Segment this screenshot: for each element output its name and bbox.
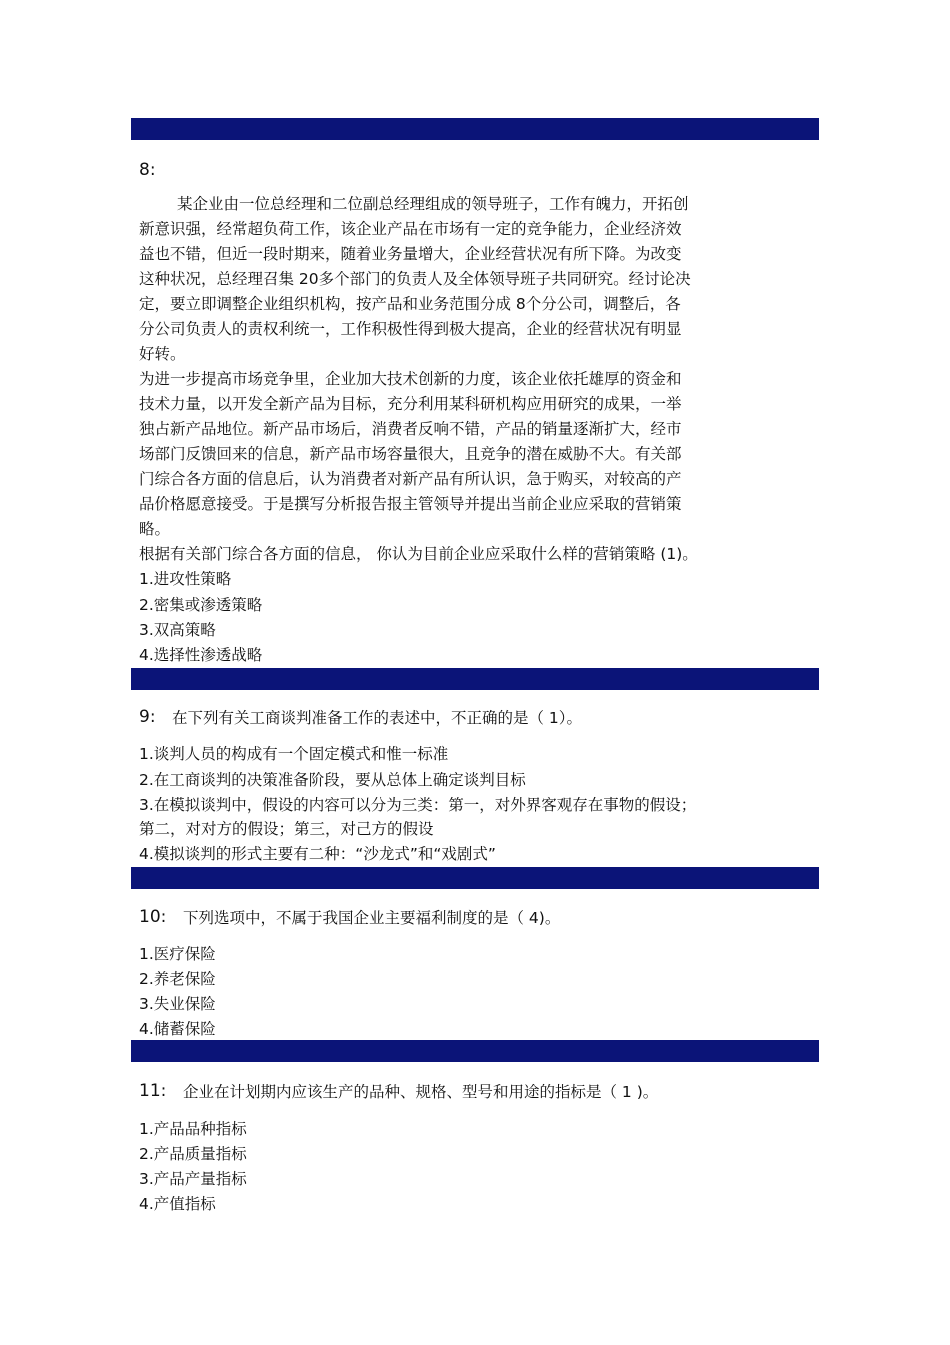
section-bar-4 — [131, 1040, 819, 1062]
q11-option-3: 3.产品产量指标 — [139, 1170, 247, 1188]
section-bar-1 — [131, 118, 819, 140]
q10-option-1: 1.医疗保险 — [139, 945, 216, 963]
q8-line-13: 品价格愿意接受。于是撰写分析报告报主管领导并提出当前企业应采取的营销策 — [139, 495, 682, 513]
q8-line-1: 某企业由一位总经理和二位副总经理组成的领导班子，工作有魄力，开拓创 — [177, 195, 689, 213]
q8-line-8: 为进一步提高市场竞争里，企业加大技术创新的力度，该企业依托雄厚的资金和 — [139, 370, 682, 388]
q8-line-3: 益也不错，但近一段时期来，随着业务量增大，企业经营状况有所下降。为改变 — [139, 245, 682, 263]
q8-line-2: 新意识强，经常超负荷工作，该企业产品在市场有一定的竞争能力，企业经济效 — [139, 220, 682, 238]
q9-option-2: 2.在工商谈判的决策准备阶段，要从总体上确定谈判目标 — [139, 771, 526, 789]
q8-line-14: 略。 — [139, 520, 171, 538]
q11-option-2: 2.产品质量指标 — [139, 1145, 247, 1163]
q10-stem: 下列选项中，不属于我国企业主要福利制度的是（ 4)。 — [183, 909, 561, 927]
q8-option-2: 2.密集或渗透策略 — [139, 596, 263, 614]
question-number-10: 10: — [139, 907, 167, 927]
q8-line-5: 定，要立即调整企业组织机构，按产品和业务范围分成 8个分公司，调整后，各 — [139, 295, 681, 313]
q8-line-6: 分公司负责人的责权利统一，工作积极性得到极大提高，企业的经营状况有明显 — [139, 320, 682, 338]
q10-option-3: 3.失业保险 — [139, 995, 216, 1013]
q8-option-1: 1.进攻性策略 — [139, 570, 232, 588]
q8-question: 根据有关部门综合各方面的信息， 你认为目前企业应采取什么样的营销策略 (1)。 — [139, 545, 698, 563]
q8-line-7: 好转。 — [139, 345, 186, 363]
q11-option-4: 4.产值指标 — [139, 1195, 216, 1213]
question-number-8: 8: — [139, 160, 156, 180]
q11-stem: 企业在计划期内应该生产的品种、规格、型号和用途的指标是（ 1 )。 — [183, 1083, 659, 1101]
question-number-11: 11: — [139, 1081, 167, 1101]
q9-option-1: 1.谈判人员的构成有一个固定模式和惟一标准 — [139, 745, 449, 763]
q8-line-4: 这种状况，总经理召集 20多个部门的负责人及全体领导班子共同研究。经讨论决 — [139, 270, 691, 288]
q9-stem: 在下列有关工商谈判准备工作的表述中，不正确的是（ 1）。 — [172, 709, 583, 727]
section-bar-3 — [131, 867, 819, 889]
q8-line-12: 门综合各方面的信息后，认为消费者对新产品有所认识，急于购买，对较高的产 — [139, 470, 682, 488]
section-bar-2 — [131, 668, 819, 690]
q8-line-9: 技术力量，以开发全新产品为目标，充分利用某科研机构应用研究的成果，一举 — [139, 395, 682, 413]
question-number-9: 9: — [139, 707, 156, 727]
q8-line-10: 独占新产品地位。新产品市场后，消费者反响不错，产品的销量逐渐扩大，经市 — [139, 420, 682, 438]
q9-option-3-cont: 第二，对对方的假设；第三，对己方的假设 — [139, 820, 434, 838]
q9-option-3: 3.在模拟谈判中，假设的内容可以分为三类：第一，对外界客观存在事物的假设； — [139, 796, 697, 814]
q9-option-4: 4.模拟谈判的形式主要有二种：“沙龙式”和“戏剧式” — [139, 845, 496, 863]
q8-line-11: 场部门反馈回来的信息，新产品市场容量很大，且竞争的潜在威胁不大。有关部 — [139, 445, 682, 463]
q8-option-3: 3.双高策略 — [139, 621, 216, 639]
q8-option-4: 4.选择性渗透战略 — [139, 646, 263, 664]
q11-option-1: 1.产品品种指标 — [139, 1120, 247, 1138]
q10-option-2: 2.养老保险 — [139, 970, 216, 988]
q10-option-4: 4.储蓄保险 — [139, 1020, 216, 1038]
